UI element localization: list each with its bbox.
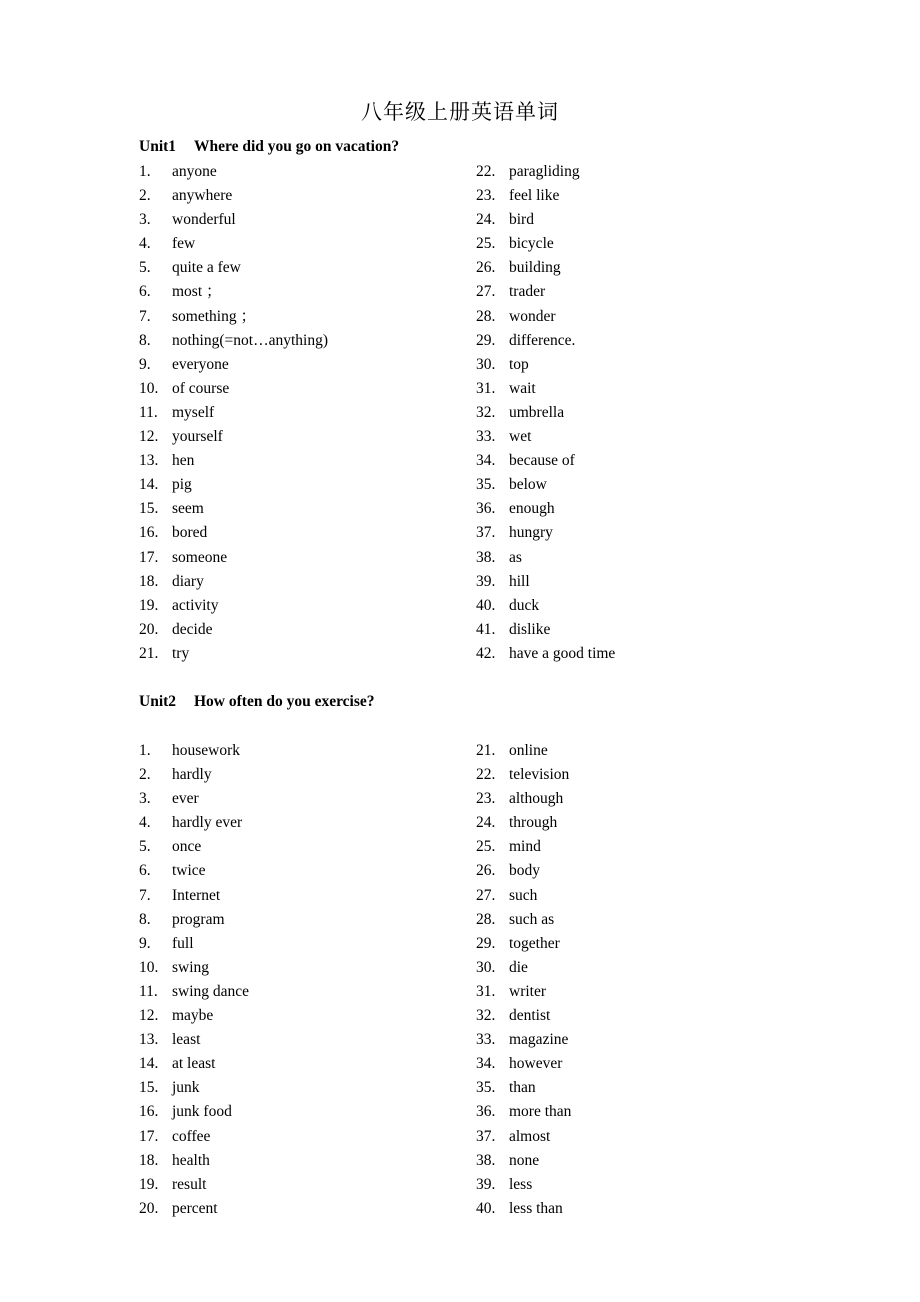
vocab-word: something ； (172, 307, 256, 325)
vocab-item (139, 353, 459, 377)
vocab-word: health (172, 1151, 210, 1169)
vocab-item (139, 256, 459, 280)
item-number: 25. (476, 838, 496, 856)
item-number: 8. (139, 910, 151, 928)
vocab-word: Internet (172, 886, 221, 904)
vocab-item (139, 401, 459, 425)
item-number: 1. (139, 163, 151, 180)
vocab-item (139, 425, 459, 449)
vocab-word: less than (509, 1199, 563, 1217)
item-number: 34. (476, 452, 496, 470)
vocab-word: bird (509, 211, 534, 229)
vocab-item (139, 1052, 459, 1076)
vocab-item (476, 739, 796, 763)
unit2-label: Unit2 (139, 693, 177, 710)
vocab-word: junk food (172, 1103, 232, 1121)
vocab-word: body (509, 862, 540, 880)
unit2-right-list (476, 739, 796, 1221)
item-number: 36. (476, 1103, 496, 1121)
vocab-item (476, 642, 796, 666)
unit1-label: Unit1 (139, 138, 177, 155)
vocab-item (476, 908, 796, 932)
item-number: 5. (139, 838, 151, 856)
vocab-word: online (509, 742, 548, 759)
vocab-word: below (509, 476, 547, 494)
vocab-item (476, 377, 796, 401)
vocab-word: wet (509, 428, 532, 446)
vocab-item (139, 908, 459, 932)
item-number: 19. (139, 1175, 159, 1193)
item-number: 18. (139, 572, 159, 590)
vocab-item (139, 521, 459, 545)
item-number: 16. (139, 524, 159, 542)
vocab-item (139, 232, 459, 256)
vocab-word: hen (172, 452, 195, 470)
vocab-word: seem (172, 500, 204, 518)
vocab-item (476, 1173, 796, 1197)
vocab-item (476, 980, 796, 1004)
vocab-item (139, 570, 459, 594)
vocab-item (139, 884, 459, 908)
vocab-item (139, 1173, 459, 1197)
vocab-item (476, 1076, 796, 1100)
vocab-item (476, 618, 796, 642)
vocab-item (139, 739, 459, 763)
vocab-word: few (172, 235, 196, 253)
item-number: 23. (476, 790, 496, 808)
vocab-item (476, 570, 796, 594)
unit1-question: Where did you go on vacation? (194, 138, 400, 155)
vocab-word: dislike (509, 620, 551, 638)
vocab-word: almost (509, 1127, 551, 1145)
item-number: 7. (139, 307, 151, 325)
vocab-item (476, 1028, 796, 1052)
vocab-item (476, 329, 796, 353)
item-number: 13. (139, 452, 159, 470)
vocab-word: program (172, 910, 225, 928)
vocab-item (476, 425, 796, 449)
vocab-item (139, 787, 459, 811)
item-number: 40. (476, 1199, 496, 1217)
vocab-item (139, 160, 459, 184)
item-number: 22. (476, 163, 496, 180)
vocab-item (476, 1004, 796, 1028)
vocab-word: television (509, 766, 570, 784)
vocab-word: quite a few (172, 259, 241, 277)
item-number: 38. (476, 1151, 496, 1169)
item-number: 26. (476, 259, 496, 277)
item-number: 10. (139, 958, 159, 976)
vocab-word: hardly ever (172, 814, 243, 832)
item-number: 33. (476, 1031, 496, 1049)
vocab-word: yourself (172, 428, 223, 446)
vocab-word: at least (172, 1055, 216, 1073)
vocab-item (476, 401, 796, 425)
vocab-word: junk (172, 1079, 200, 1097)
item-number: 39. (476, 572, 496, 590)
vocab-item (476, 594, 796, 618)
vocab-word: full (172, 934, 194, 952)
item-number: 32. (476, 403, 496, 421)
vocab-item (476, 208, 796, 232)
vocab-word: die (509, 958, 528, 976)
item-number: 21. (476, 742, 496, 759)
item-number: 6. (139, 283, 151, 301)
vocab-item (476, 353, 796, 377)
item-number: 28. (476, 307, 496, 325)
vocab-item (139, 594, 459, 618)
vocab-item (139, 835, 459, 859)
vocab-item (476, 184, 796, 208)
vocab-item (476, 160, 796, 184)
item-number: 4. (139, 814, 151, 832)
vocab-word: duck (509, 596, 540, 614)
item-number: 2. (139, 766, 151, 784)
item-number: 10. (139, 379, 159, 397)
vocab-item (476, 256, 796, 280)
vocab-word: everyone (172, 355, 229, 373)
unit1-left-list (139, 160, 459, 666)
vocab-word: writer (509, 982, 547, 1000)
item-number: 27. (476, 283, 496, 301)
item-number: 34. (476, 1055, 496, 1073)
item-number: 27. (476, 886, 496, 904)
item-number: 41. (476, 620, 496, 638)
vocab-item (476, 280, 796, 304)
vocab-item (139, 956, 459, 980)
vocab-item (476, 956, 796, 980)
vocab-item (139, 497, 459, 521)
vocab-word: swing dance (172, 982, 250, 1000)
unit2-question: How often do you exercise? (194, 693, 375, 710)
vocab-word: least (172, 1031, 201, 1049)
item-number: 42. (476, 644, 496, 662)
vocab-item (139, 305, 459, 329)
item-number: 11. (139, 403, 158, 421)
item-number: 8. (139, 331, 151, 349)
item-number: 12. (139, 1007, 159, 1025)
vocab-item (476, 787, 796, 811)
vocab-word: bored (172, 524, 208, 542)
item-number: 5. (139, 259, 151, 277)
vocab-word: enough (509, 500, 555, 518)
vocab-item (476, 1052, 796, 1076)
vocab-item (139, 642, 459, 666)
vocab-item (139, 184, 459, 208)
item-number: 15. (139, 1079, 159, 1097)
vocab-word: such as (509, 910, 555, 928)
vocab-word: someone (172, 548, 228, 566)
vocab-item (139, 449, 459, 473)
item-number: 17. (139, 1127, 159, 1145)
item-number: 33. (476, 428, 496, 446)
item-number: 12. (139, 428, 159, 446)
vocab-item (476, 497, 796, 521)
vocab-word: activity (172, 596, 219, 614)
item-number: 3. (139, 790, 151, 808)
vocab-word: coffee (172, 1127, 211, 1145)
item-number: 4. (139, 235, 151, 253)
vocab-word: as (509, 548, 522, 566)
vocab-item (476, 932, 796, 956)
vocab-item (139, 1076, 459, 1100)
vocab-word: maybe (172, 1007, 214, 1025)
vocab-item (476, 521, 796, 545)
vocab-word: percent (172, 1199, 218, 1217)
vocab-word: paragliding (509, 163, 580, 180)
vocab-item (139, 980, 459, 1004)
vocab-word: top (509, 355, 529, 373)
vocab-item (139, 377, 459, 401)
vocab-word: magazine (509, 1031, 569, 1049)
vocab-word: bicycle (509, 235, 554, 253)
item-number: 24. (476, 814, 496, 832)
vocab-item (476, 449, 796, 473)
vocab-word: pig (172, 476, 192, 494)
vocab-word: anyone (172, 163, 217, 180)
vocab-word: difference. (509, 331, 576, 349)
item-number: 3. (139, 211, 151, 229)
vocab-word: wonder (509, 307, 556, 325)
vocab-word: although (509, 790, 564, 808)
vocab-word: swing (172, 958, 210, 976)
item-number: 20. (139, 620, 159, 638)
unit1-heading (139, 138, 399, 156)
vocab-word: because of (509, 452, 575, 470)
vocab-word: most ； (172, 283, 222, 301)
vocab-item (139, 1197, 459, 1221)
item-number: 1. (139, 742, 151, 759)
vocab-item (476, 835, 796, 859)
item-number: 36. (476, 500, 496, 518)
item-number: 21. (139, 644, 159, 662)
vocab-item (139, 1125, 459, 1149)
item-number: 9. (139, 355, 151, 373)
unit2-heading (139, 693, 375, 711)
item-number: 6. (139, 862, 151, 880)
vocab-word: once (172, 838, 202, 856)
item-number: 39. (476, 1175, 496, 1193)
vocab-word: mind (509, 838, 541, 856)
item-number: 19. (139, 596, 159, 614)
vocab-word: have a good time (509, 644, 616, 662)
item-number: 35. (476, 476, 496, 494)
vocab-word: than (509, 1079, 536, 1097)
vocab-item (139, 932, 459, 956)
vocab-word: decide (172, 620, 213, 638)
vocab-word: through (509, 814, 558, 832)
vocab-item (139, 763, 459, 787)
vocab-item (476, 859, 796, 883)
vocab-word: hardly (172, 766, 212, 784)
item-number: 24. (476, 211, 496, 229)
vocab-item (139, 1100, 459, 1124)
vocab-word: twice (172, 862, 206, 880)
vocab-word: housework (172, 742, 241, 759)
item-number: 23. (476, 187, 496, 205)
vocab-word: result (172, 1175, 207, 1193)
item-number: 40. (476, 596, 496, 614)
item-number: 14. (139, 1055, 159, 1073)
vocab-item (476, 1197, 796, 1221)
item-number: 17. (139, 548, 159, 566)
item-number: 31. (476, 982, 496, 1000)
vocab-word: such (509, 886, 538, 904)
vocab-item (476, 473, 796, 497)
vocab-word: feel like (509, 187, 560, 205)
vocab-word: nothing(=not…anything) (172, 331, 328, 349)
vocab-item (476, 305, 796, 329)
item-number: 29. (476, 331, 496, 349)
vocab-item (476, 1125, 796, 1149)
vocab-word: try (172, 644, 190, 662)
item-number: 37. (476, 1127, 496, 1145)
vocab-item (139, 1028, 459, 1052)
vocab-item (139, 280, 459, 304)
vocab-word: more than (509, 1103, 572, 1121)
vocab-item (476, 1149, 796, 1173)
item-number: 32. (476, 1007, 496, 1025)
item-number: 30. (476, 958, 496, 976)
vocab-word: none (509, 1151, 540, 1169)
item-number: 38. (476, 548, 496, 566)
vocab-word: anywhere (172, 187, 233, 205)
vocab-word: umbrella (509, 403, 565, 421)
vocab-item (139, 329, 459, 353)
vocab-item (139, 473, 459, 497)
vocab-word: hill (509, 572, 530, 590)
vocab-word: of course (172, 379, 230, 397)
vocab-item (139, 859, 459, 883)
vocab-item (476, 1100, 796, 1124)
vocab-word: trader (509, 283, 546, 301)
vocab-item (139, 546, 459, 570)
item-number: 18. (139, 1151, 159, 1169)
item-number: 29. (476, 934, 496, 952)
item-number: 2. (139, 187, 151, 205)
vocab-word: less (509, 1175, 533, 1193)
vocab-word: wonderful (172, 211, 236, 229)
vocab-word: hungry (509, 524, 553, 542)
vocab-word: myself (172, 403, 215, 421)
vocab-word: together (509, 934, 560, 952)
vocab-item (476, 546, 796, 570)
vocab-item (139, 811, 459, 835)
item-number: 28. (476, 910, 496, 928)
vocab-word: building (509, 259, 561, 277)
vocab-item (476, 763, 796, 787)
page-title: 八年级上册英语单词 (361, 100, 559, 124)
vocab-item (476, 884, 796, 908)
item-number: 30. (476, 355, 496, 373)
vocab-word: wait (509, 379, 536, 397)
vocab-item (139, 1149, 459, 1173)
item-number: 25. (476, 235, 496, 253)
item-number: 14. (139, 476, 159, 494)
vocab-word: dentist (509, 1007, 551, 1025)
item-number: 11. (139, 982, 158, 1000)
vocab-item (139, 1004, 459, 1028)
item-number: 13. (139, 1031, 159, 1049)
item-number: 16. (139, 1103, 159, 1121)
item-number: 22. (476, 766, 496, 784)
item-number: 15. (139, 500, 159, 518)
unit1-right-list (476, 160, 796, 666)
vocab-word: however (509, 1055, 563, 1073)
item-number: 35. (476, 1079, 496, 1097)
vocab-item (139, 208, 459, 232)
item-number: 26. (476, 862, 496, 880)
vocab-word: ever (172, 790, 199, 808)
vocab-word: diary (172, 572, 204, 590)
item-number: 20. (139, 1199, 159, 1217)
item-number: 7. (139, 886, 151, 904)
unit2-left-list (139, 739, 459, 1221)
item-number: 31. (476, 379, 496, 397)
vocab-item (476, 811, 796, 835)
item-number: 37. (476, 524, 496, 542)
vocab-item (139, 618, 459, 642)
item-number: 9. (139, 934, 151, 952)
vocab-item (476, 232, 796, 256)
